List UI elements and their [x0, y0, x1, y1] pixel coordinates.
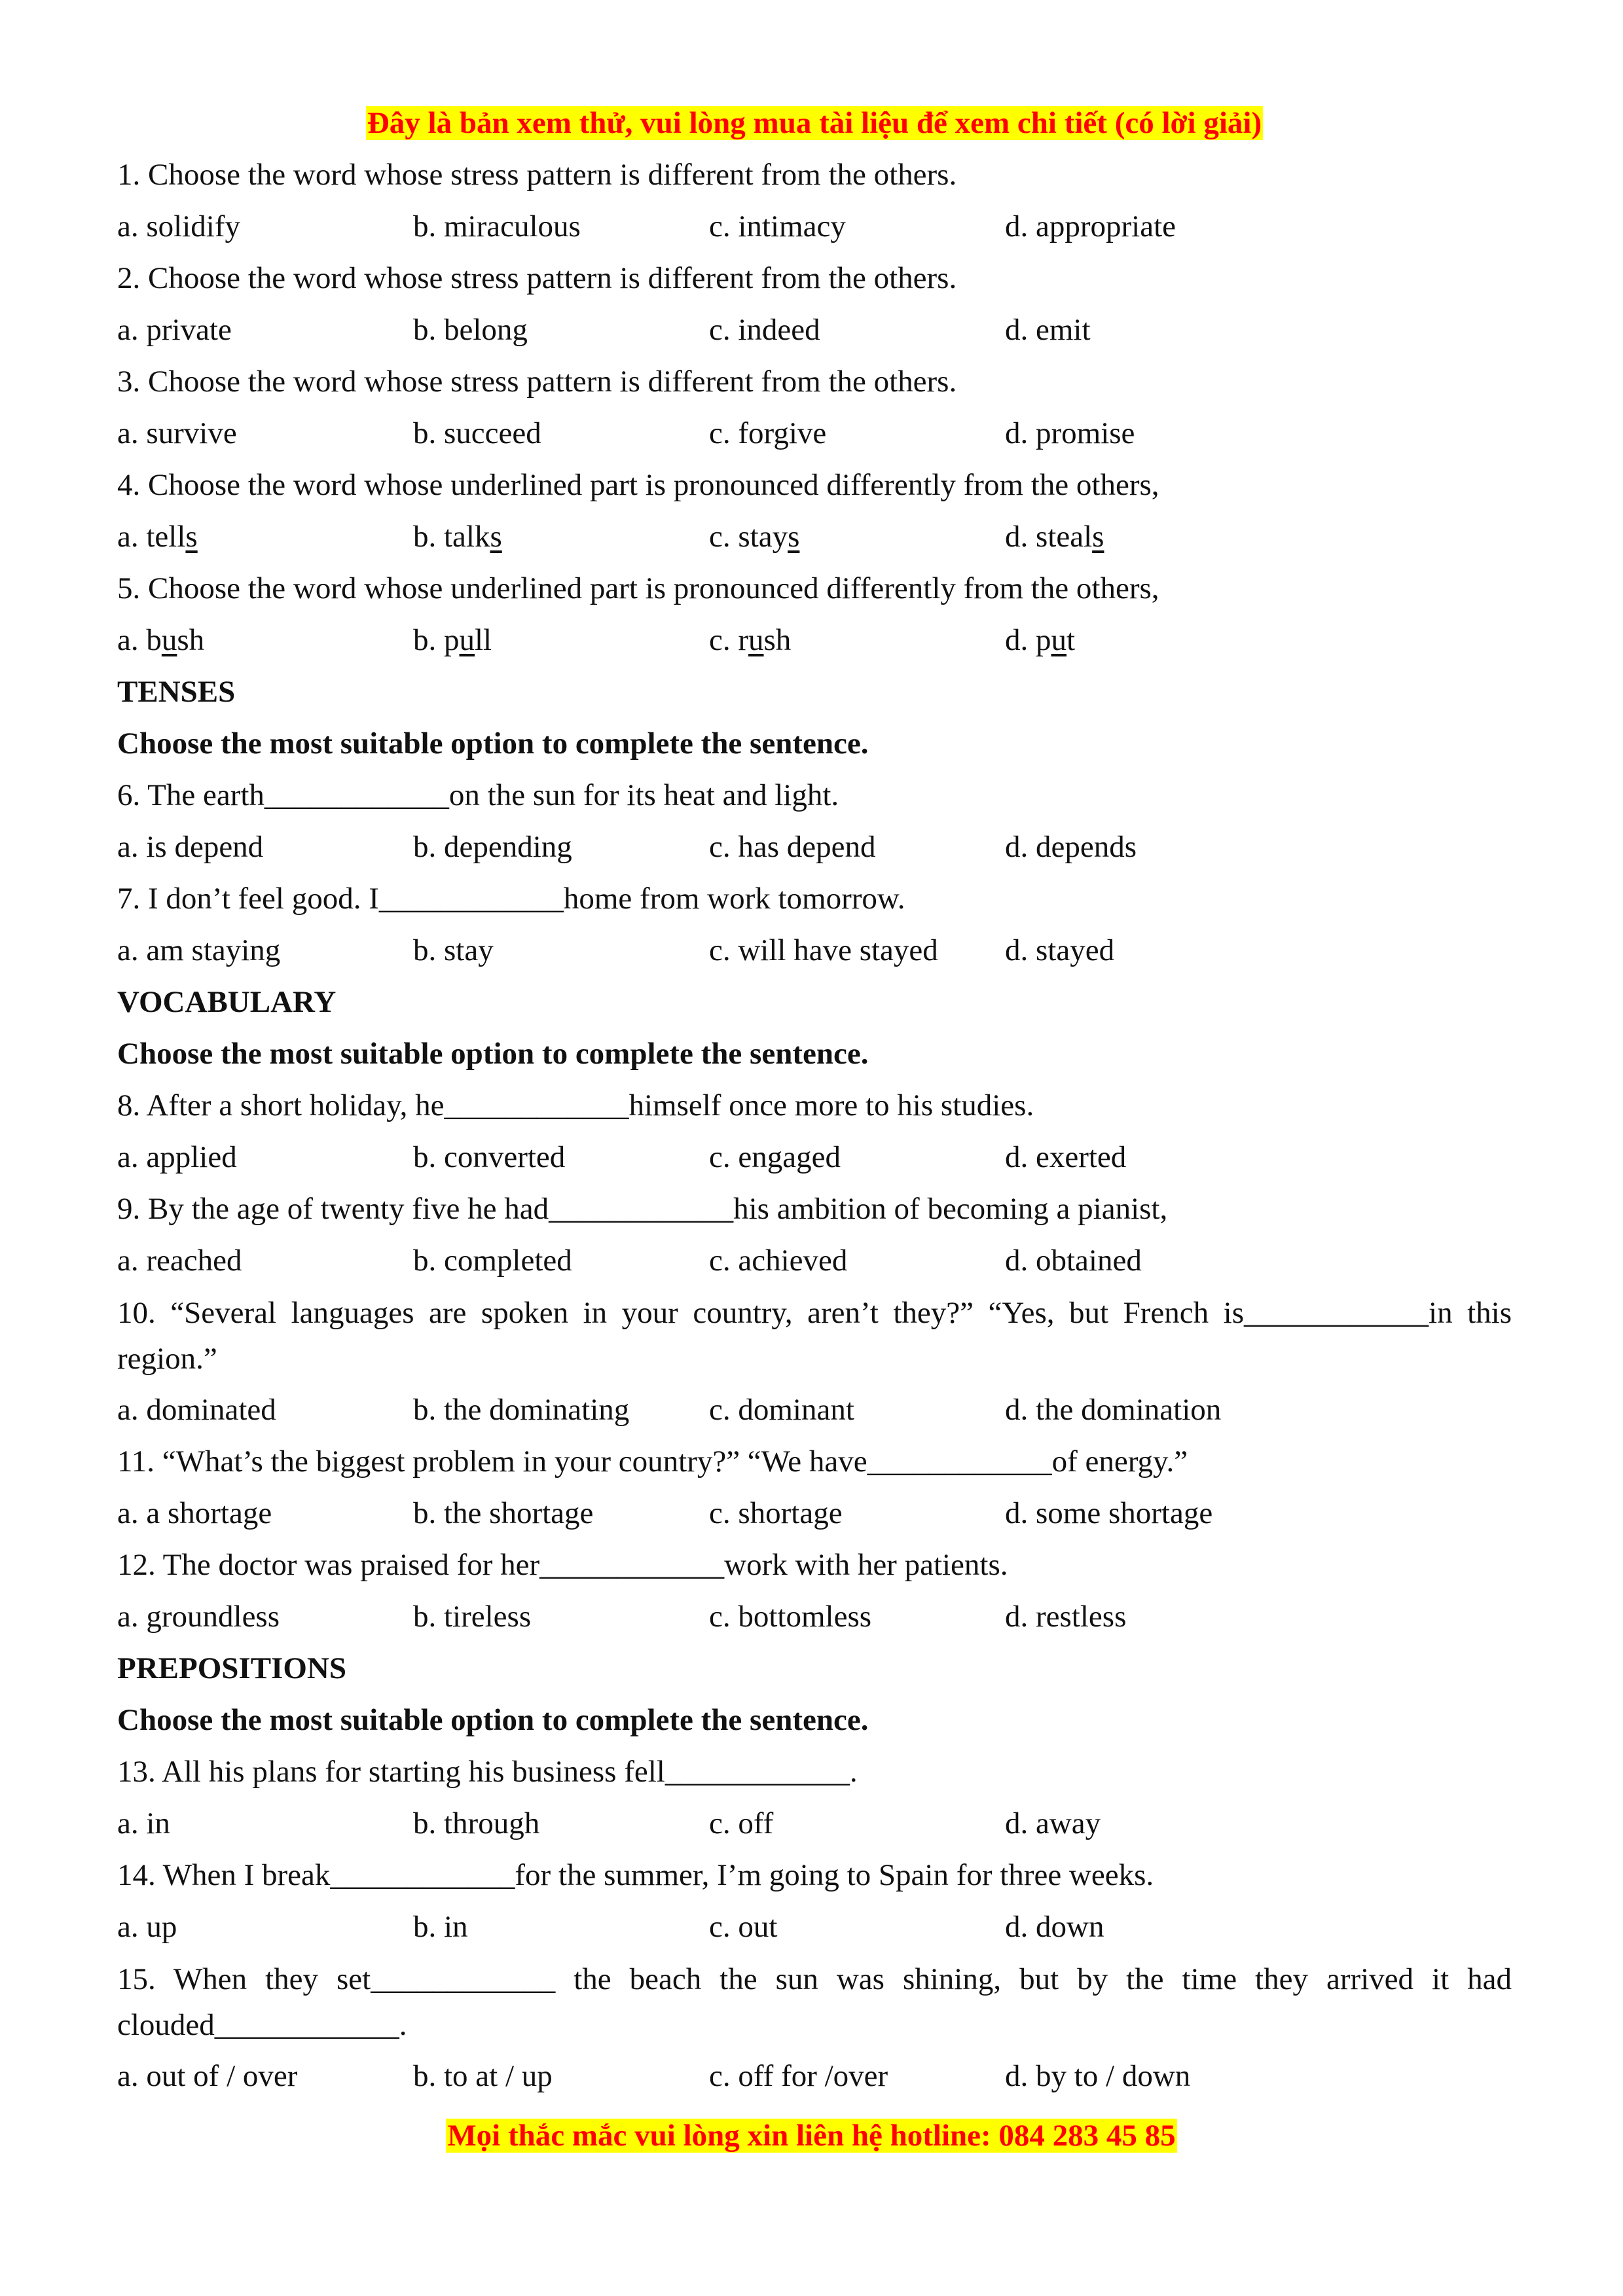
question-13: 13. All his plans for starting his business fell____________.: [117, 1755, 858, 1789]
underlined-part: s: [788, 520, 800, 554]
question-3-options: [117, 408, 1512, 459]
option-d: d. by to / down: [1005, 2059, 1191, 2093]
option-b: b. the dominating: [413, 1393, 630, 1427]
option-b: b. talks: [413, 520, 502, 554]
underlined-part: s: [1092, 520, 1104, 554]
option-d: d. restless: [1005, 1600, 1127, 1634]
question-7: 7. I don’t feel good. I____________home from work tomorrow.: [117, 882, 905, 916]
option-b: b. tireless: [413, 1600, 532, 1634]
option-a: a. tells: [117, 520, 198, 554]
question-10: 10. “Several languages are spoken in your country, aren’t they?” “Yes, but French is____________in this region.”: [117, 1296, 1512, 1376]
option-b: b. depending: [413, 830, 572, 864]
underlined-part: u: [459, 623, 475, 657]
question-9: 9. By the age of twenty five he had____________his ambition of becoming a pianist,: [117, 1192, 1168, 1226]
option-a: a. reached: [117, 1244, 242, 1278]
underlined-part: u: [161, 623, 177, 657]
question-3: 3. Choose the word whose stress pattern is different from the others.: [117, 365, 957, 399]
hotline-footer: Mọi thắc mắc vui lòng xin liên hệ hotline: 084 283 45 85: [447, 2119, 1176, 2153]
question-6: 6. The earth____________on the sun for its heat and light.: [117, 778, 839, 812]
option-d: d. exerted: [1005, 1140, 1127, 1174]
underlined-part: u: [748, 623, 764, 657]
option-c: c. shortage: [709, 1496, 843, 1530]
question-4-options: [117, 511, 1512, 563]
question-1: 1. Choose the word whose stress pattern is different from the others.: [117, 158, 957, 192]
option-d: d. steals: [1005, 520, 1104, 554]
option-c: c. out: [709, 1910, 778, 1944]
option-b: b. succeed: [413, 416, 541, 450]
option-d: d. put: [1005, 623, 1076, 657]
option-c: c. will have stayed: [709, 933, 938, 967]
option-b: b. stay: [413, 933, 494, 967]
section-heading-vocabulary: VOCABULARY: [117, 985, 337, 1019]
option-a: a. a shortage: [117, 1496, 272, 1530]
option-b: b. through: [413, 1806, 540, 1840]
option-a: a. am staying: [117, 933, 281, 967]
option-d: d. obtained: [1005, 1244, 1142, 1278]
section-heading-tenses: TENSES: [117, 675, 236, 709]
option-a: a. dominated: [117, 1393, 276, 1427]
question-5-options: [117, 615, 1512, 666]
question-14-options: [117, 1901, 1512, 1953]
question-13-options: [117, 1798, 1512, 1850]
option-c: c. intimacy: [709, 209, 846, 243]
option-a: a. out of / over: [117, 2059, 298, 2093]
question-5: 5. Choose the word whose underlined part is pronounced differently from the others,: [117, 571, 1159, 605]
option-b: b. pull: [413, 623, 492, 657]
option-c: c. off for /over: [709, 2059, 888, 2093]
question-8-options: [117, 1132, 1512, 1183]
question-12-options: [117, 1591, 1512, 1643]
question-14: 14. When I break____________for the summer, I’m going to Spain for three weeks.: [117, 1858, 1154, 1892]
section-instruction: Choose the most suitable option to complete the sentence.: [117, 1037, 869, 1071]
option-a: a. up: [117, 1910, 177, 1944]
option-b: b. belong: [413, 313, 528, 347]
option-d: d. away: [1005, 1806, 1101, 1840]
option-d: d. down: [1005, 1910, 1104, 1944]
option-a: a. in: [117, 1806, 170, 1840]
option-b: b. converted: [413, 1140, 566, 1174]
question-4: 4. Choose the word whose underlined part is pronounced differently from the others,: [117, 468, 1159, 502]
question-11: 11. “What’s the biggest problem in your country?” “We have____________of energy.”: [117, 1444, 1188, 1479]
question-10-options: [117, 1384, 1512, 1436]
option-d: d. the domination: [1005, 1393, 1222, 1427]
option-a: a. solidify: [117, 209, 240, 243]
option-d: d. appropriate: [1005, 209, 1176, 243]
option-b: b. in: [413, 1910, 468, 1944]
option-d: d. depends: [1005, 830, 1137, 864]
option-c: c. rush: [709, 623, 792, 657]
option-d: d. promise: [1005, 416, 1135, 450]
section-instruction: Choose the most suitable option to complete the sentence.: [117, 1703, 869, 1737]
option-c: c. stays: [709, 520, 800, 554]
option-d: d. stayed: [1005, 933, 1115, 967]
option-d: d. emit: [1005, 313, 1091, 347]
question-15-options: [117, 2051, 1512, 2102]
underlined-part: s: [185, 520, 198, 554]
option-b: b. to at / up: [413, 2059, 553, 2093]
question-8: 8. After a short holiday, he____________himself once more to his studies.: [117, 1088, 1034, 1122]
option-a: a. applied: [117, 1140, 237, 1174]
section-heading-prepositions: PREPOSITIONS: [117, 1651, 346, 1685]
question-6-options: [117, 821, 1512, 873]
document-content: [117, 97, 1512, 2102]
option-b: b. the shortage: [413, 1496, 594, 1530]
underlined-part: s: [490, 520, 502, 554]
question-2-options: [117, 304, 1512, 356]
option-d: d. some shortage: [1005, 1496, 1213, 1530]
option-c: c. has depend: [709, 830, 876, 864]
section-instruction: Choose the most suitable option to complete the sentence.: [117, 726, 869, 761]
option-c: c. dominant: [709, 1393, 854, 1427]
option-b: b. completed: [413, 1244, 572, 1278]
question-2: 2. Choose the word whose stress pattern is different from the others.: [117, 261, 957, 295]
option-c: c. forgive: [709, 416, 827, 450]
question-11-options: [117, 1488, 1512, 1539]
option-b: b. miraculous: [413, 209, 581, 243]
option-a: a. bush: [117, 623, 205, 657]
option-a: a. survive: [117, 416, 237, 450]
option-c: c. engaged: [709, 1140, 841, 1174]
underlined-part: u: [1051, 623, 1067, 657]
option-a: a. is depend: [117, 830, 264, 864]
option-c: c. indeed: [709, 313, 820, 347]
option-c: c. off: [709, 1806, 774, 1840]
question-15: 15. When they set____________ the beach the sun was shining, but by the time they arrived it had clouded____________.: [117, 1962, 1512, 2042]
question-9-options: [117, 1235, 1512, 1287]
option-c: c. bottomless: [709, 1600, 872, 1634]
question-12: 12. The doctor was praised for her____________work with her patients.: [117, 1548, 1008, 1582]
option-a: a. private: [117, 313, 232, 347]
preview-banner: Đây là bản xem thử, vui lòng mua tài liệu để xem chi tiết (có lời giải): [367, 106, 1262, 140]
question-1-options: [117, 201, 1512, 253]
option-c: c. achieved: [709, 1244, 848, 1278]
question-7-options: [117, 925, 1512, 977]
option-a: a. groundless: [117, 1600, 280, 1634]
